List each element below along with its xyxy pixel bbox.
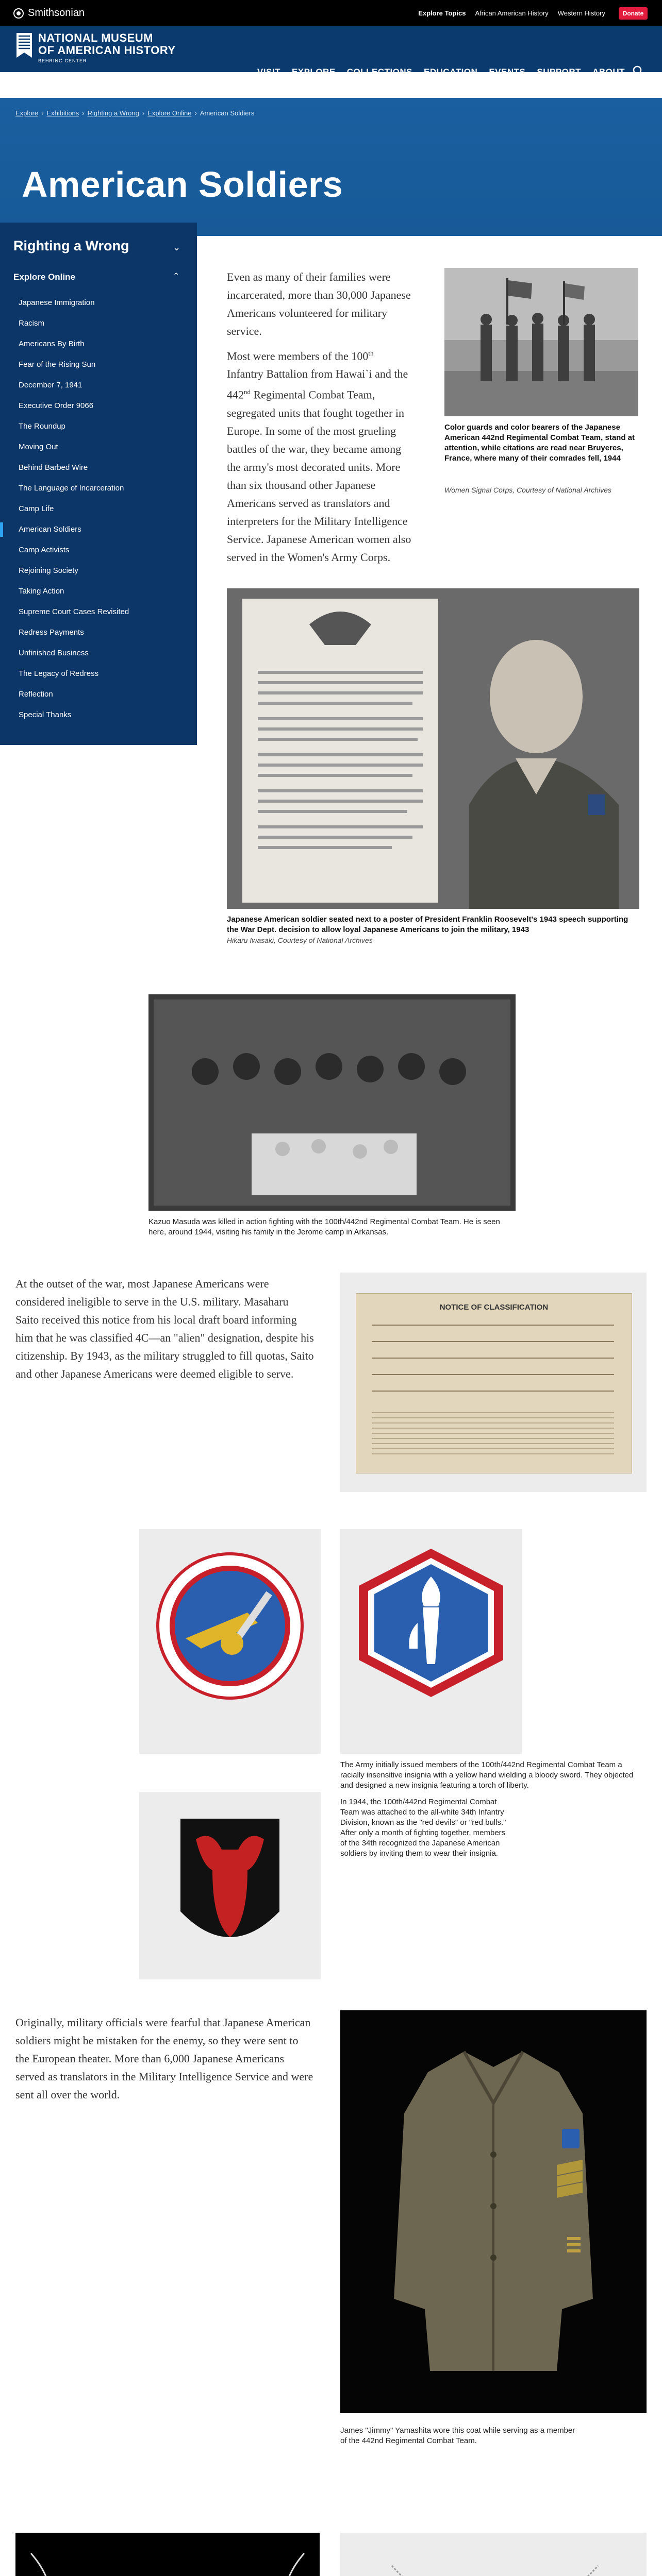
sidebar-title[interactable]: Righting a Wrong bbox=[13, 238, 129, 253]
sidebar-item[interactable]: The Roundup bbox=[19, 422, 65, 431]
sidebar-item[interactable]: Japanese Immigration bbox=[19, 298, 95, 307]
sidebar-item[interactable]: Special Thanks bbox=[19, 710, 72, 719]
sidebar-item[interactable]: Behind Barbed Wire bbox=[19, 463, 88, 472]
sidebar-item[interactable]: The Legacy of Redress bbox=[19, 669, 99, 678]
sidebar-item[interactable]: Moving Out bbox=[19, 443, 58, 451]
sash-photo bbox=[15, 2533, 320, 2576]
army-coat-photo bbox=[340, 2010, 647, 2413]
dog-tags-photo bbox=[361, 2545, 629, 2576]
logo-tagline: BEHRING CENTER bbox=[38, 58, 87, 63]
sidebar-item[interactable]: Unfinished Business bbox=[19, 649, 89, 657]
nav-events[interactable]: EVENTS bbox=[489, 67, 526, 77]
fig2-credit: Hikaru Iwasaki, Courtesy of National Archives bbox=[227, 936, 373, 944]
nav-support[interactable]: SUPPORT bbox=[537, 67, 582, 77]
sidebar-item[interactable]: American Soldiers bbox=[0, 519, 197, 540]
breadcrumb-item[interactable]: Explore Online bbox=[147, 109, 192, 117]
red-bull-caption: In 1944, the 100th/442nd Regimental Combat Team was attached to the all-white 34th Infantry Division, known as the "red devils" or "red bulls." After only a month of fighting together, members of the 34th recognized the Japanese American soldiers by inviting them to wear their insignia. bbox=[340, 1798, 506, 1858]
nav-collections[interactable]: COLLECTIONS bbox=[346, 67, 413, 77]
red-bull-insignia bbox=[170, 1808, 290, 1963]
sun-icon bbox=[13, 8, 24, 19]
breadcrumb-item[interactable]: Explore bbox=[15, 109, 39, 117]
sidebar-item[interactable]: Executive Order 9066 bbox=[19, 401, 94, 410]
search-icon[interactable] bbox=[632, 65, 644, 77]
donate-button[interactable]: Donate bbox=[619, 7, 648, 20]
sidebar-item[interactable]: Supreme Court Cases Revisited bbox=[19, 607, 129, 616]
color-guards-photo bbox=[444, 268, 638, 416]
hand-sword-insignia bbox=[155, 1551, 305, 1701]
flag-icon bbox=[15, 32, 33, 59]
nav-explore[interactable]: EXPLORE bbox=[291, 67, 336, 77]
page-title: American Soldiers bbox=[22, 164, 343, 205]
logo-line1: NATIONAL MUSEUM bbox=[38, 31, 154, 44]
fig1-caption: Color guards and color bearers of the Japanese American 442nd Regimental Combat Team, stand at attention, while citations are read near Bruyeres, France, where many of their comrades fell, 1944 bbox=[444, 423, 635, 463]
sidebar-item[interactable]: Rejoining Society bbox=[19, 566, 78, 575]
sidebar-section[interactable]: Explore Online bbox=[13, 272, 75, 282]
sidebar-item[interactable]: December 7, 1941 bbox=[19, 381, 82, 389]
sidebar-item[interactable]: Camp Life bbox=[19, 504, 54, 513]
insignia-caption: The Army initially issued members of the 100th/442nd Regimental Combat Team a racially insensitive insignia with a yellow hand wielding a bloody sword. They objected and designed a new insignia featuring a torch of liberty. bbox=[340, 1760, 634, 1790]
coat-caption: James "Jimmy" Yamashita wore this coat while serving as a member of the 442nd Regimental Combat Team. bbox=[340, 2426, 575, 2445]
history-paragraph: Most were members of the 100th Infantry Battalion from Hawai`i and the 442nd Regimental Combat Team, segregated units that fought together in Europe. In some of the most grueling battles of the war, they became among the army's most decorated units. More than six thousand other Japanese Americans served as translators and interpreters for the Military Intelligence Service. Japanese American women also served in the Women's Army Corps. bbox=[227, 349, 411, 564]
chevron-down-icon[interactable]: ⌄ bbox=[173, 242, 181, 252]
chevron-up-icon[interactable]: ⌃ bbox=[173, 272, 180, 281]
utility-links bbox=[418, 9, 605, 17]
smithsonian-logo[interactable]: Smithsonian bbox=[13, 7, 85, 19]
breadcrumb: Explore › Exhibitions › Righting a Wrong › Explore Online › American Soldiers bbox=[15, 109, 255, 117]
sidebar-item[interactable]: Americans By Birth bbox=[19, 340, 85, 348]
nav-about[interactable]: ABOUT bbox=[592, 67, 625, 77]
intro-paragraph: Even as many of their families were incarcerated, more than 30,000 Japanese Americans volunteered for military service. bbox=[227, 270, 411, 337]
sidebar-item[interactable]: Racism bbox=[19, 319, 45, 328]
sidebar-item[interactable]: Redress Payments bbox=[19, 628, 84, 637]
fig2-caption: Japanese American soldier seated next to a poster of President Franklin Roosevelt's 1943 speech supporting the War Dept. decision to allow loyal Japanese Americans to join the military, 1943 bbox=[227, 915, 628, 934]
nav-visit[interactable]: VISIT bbox=[257, 67, 280, 77]
breadcrumb-current: American Soldiers bbox=[200, 109, 255, 117]
soldier-poster-photo bbox=[227, 588, 639, 909]
sidebar-item[interactable]: Taking Action bbox=[19, 587, 64, 596]
fig3-caption: Kazuo Masuda was killed in action fighting with the 100th/442nd Regimental Combat Team. He is seen here, around 1944, visiting his family in the Jerome camp in Arkansas. bbox=[148, 1217, 500, 1236]
family-photo bbox=[148, 994, 516, 1211]
logo-line2: OF AMERICAN HISTORY bbox=[38, 44, 176, 57]
sidebar-item[interactable]: Camp Activists bbox=[19, 546, 70, 554]
draft-notice-card bbox=[356, 1293, 632, 1473]
utility-link[interactable]: Explore Topics bbox=[418, 9, 466, 17]
main-nav bbox=[257, 67, 625, 77]
draft-paragraph: At the outset of the war, most Japanese Americans were considered ineligible to serve in the U.S. military. Masaharu Saito received this notice from his local draft board informing him that he was classified 4C—an "alien" designation, despite his citizenship. By 1943, as the military struggled to fill quotas, Saito and other Japanese Americans were deemed eligible to serve. bbox=[15, 1277, 314, 1380]
breadcrumb-item[interactable]: Exhibitions bbox=[46, 109, 79, 117]
sidebar-item[interactable]: Fear of the Rising Sun bbox=[19, 360, 96, 369]
utility-link[interactable]: African American History bbox=[475, 9, 549, 17]
fig1-credit: Women Signal Corps, Courtesy of National Archives bbox=[444, 486, 611, 494]
sidebar-item[interactable]: Reflection bbox=[19, 690, 53, 699]
notice-title: NOTICE OF CLASSIFICATION bbox=[439, 1303, 549, 1312]
sidebar-item[interactable]: The Language of Incarceration bbox=[19, 484, 124, 493]
utility-link[interactable]: Western History bbox=[557, 9, 605, 17]
sidebar-list bbox=[0, 293, 197, 725]
torch-insignia bbox=[356, 1546, 506, 1700]
theater-paragraph: Originally, military officials were fearful that Japanese American soldiers might be mistaken for the enemy, so they were sent to the European theater. More than 6,000 Japanese Americans served as translators in the Military Intelligence Service and were sent all over the world. bbox=[15, 2016, 313, 2101]
nmah-logo[interactable] bbox=[15, 32, 176, 63]
breadcrumb-item[interactable]: Righting a Wrong bbox=[87, 109, 139, 117]
nav-education[interactable]: EDUCATION bbox=[424, 67, 478, 77]
